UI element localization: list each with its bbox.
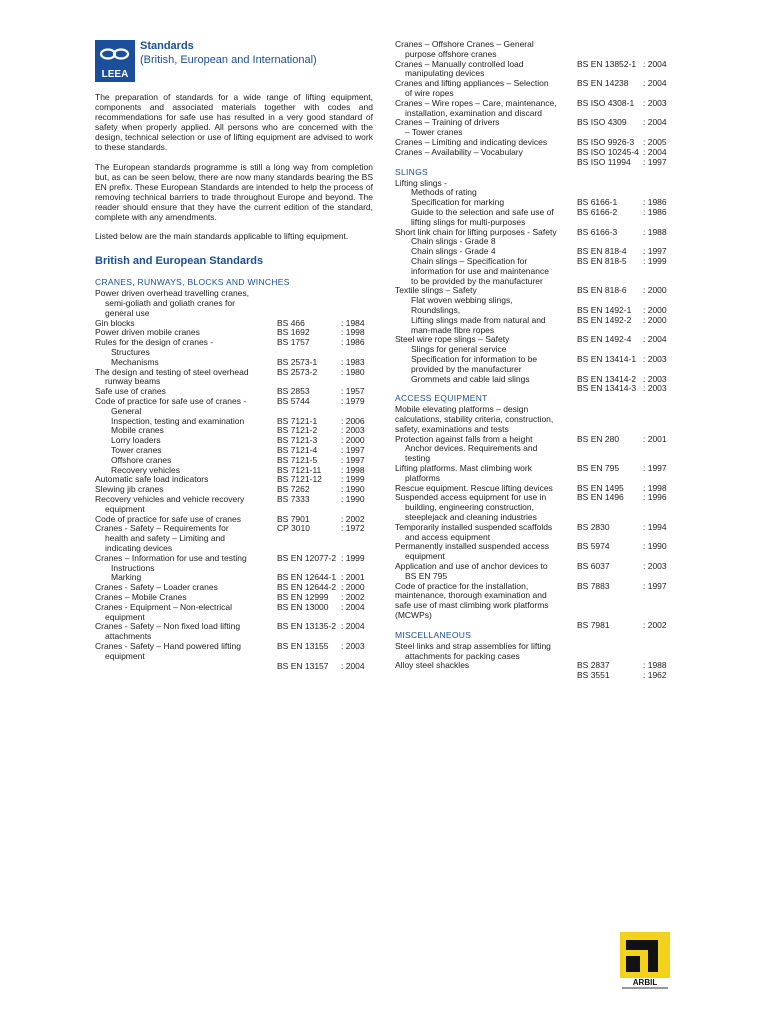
standard-year: : 2003 <box>643 561 667 572</box>
standard-title: Permanently installed suspended access <box>395 541 550 552</box>
standard-year: : 1988 <box>643 226 667 237</box>
intro-paragraph: The preparation of standards for a wide range of lifting equipment, components and associated materials together with codes and recommendations for safe use has resulted in a very good standard of safety when properly applied. All persons who are concerned with the design, technical selection or use of lifting equipment are advised to work to these standards. <box>95 92 373 153</box>
standard-code: BS 7981 <box>577 619 610 630</box>
standard-title: Chain slings – Specification for <box>411 255 528 266</box>
standard-title: Textile slings – Safety <box>395 285 477 296</box>
standard-code: BS EN 13852-1 <box>577 58 637 69</box>
standard-year: : 1980 <box>341 366 365 377</box>
standard-title: provided by the manufacturer <box>411 363 522 374</box>
standard-row <box>95 650 373 671</box>
standard-title: (MCWPs) <box>395 610 432 621</box>
standard-title: maintenance, thorough examination and <box>395 590 547 601</box>
standard-code: BS 7883 <box>577 580 610 591</box>
standard-title: – Tower cranes <box>405 127 463 138</box>
standard-title: Instructions <box>111 562 155 573</box>
standard-title: semi-goliath and goliath cranes for <box>105 298 235 309</box>
standard-code: BS 466 <box>277 317 305 328</box>
standard-row <box>395 444 677 454</box>
standard-title: Mobile elevating platforms – design <box>395 404 529 415</box>
standard-year: : 1999 <box>643 255 667 266</box>
standard-title: The design and testing of steel overhead <box>95 366 249 377</box>
standard-title: Structures <box>111 347 150 357</box>
standard-year: : 1998 <box>341 464 365 475</box>
standard-year: : 1986 <box>643 206 667 217</box>
standard-code: BS EN 13414-3 <box>577 383 637 394</box>
standard-title: steeplejack and cleaning industries <box>405 512 537 523</box>
standard-code: BS ISO 4308-1 <box>577 97 635 108</box>
standards-section <box>395 629 677 681</box>
standard-title: Lifting slings - <box>395 177 447 188</box>
standard-year: : 2004 <box>341 621 365 632</box>
standard-title: Automatic safe load indicators <box>95 474 209 485</box>
standard-year: : 1998 <box>341 327 365 338</box>
standard-year: : 1997 <box>643 246 667 257</box>
standard-code: BS ISO 4309 <box>577 117 627 128</box>
standard-year: : 1990 <box>341 484 365 495</box>
standard-title: safe use of mast climbing work platforms <box>395 600 549 611</box>
standard-title: Code of practice for the installation, <box>395 580 529 591</box>
standard-year: : 2002 <box>341 513 365 524</box>
standard-title: Cranes - Safety – Loader cranes <box>95 582 218 593</box>
standard-year: : 2003 <box>643 353 667 364</box>
standard-year: : 2001 <box>643 433 667 444</box>
standard-title: information for use and maintenance <box>411 265 549 276</box>
standard-title: installation, examination and discard <box>405 107 543 118</box>
arbil-logo <box>620 932 670 990</box>
standard-year: : 2001 <box>341 572 365 583</box>
standard-code: BS EN 1492-1 <box>577 304 632 315</box>
standard-title: Recovery vehicles <box>111 464 180 475</box>
standard-title: testing <box>405 453 431 464</box>
standard-title: Methods of rating <box>411 187 477 198</box>
standard-year: : 1997 <box>341 454 365 465</box>
standard-row <box>395 660 677 681</box>
standard-year: : 2004 <box>643 78 667 89</box>
standard-row <box>395 146 677 167</box>
standard-code: BS EN 12999 <box>277 591 329 602</box>
standard-year: : 2003 <box>643 97 667 108</box>
standard-year: : 1957 <box>341 386 365 397</box>
standard-title: general use <box>105 307 150 318</box>
standard-year: : 2002 <box>341 591 365 602</box>
standard-title: Steel links and strap assemblies for lifting <box>395 640 551 651</box>
standard-title: man-made fibre ropes <box>411 324 495 335</box>
standard-title: Chain slings - Grade 4 <box>411 246 496 257</box>
standard-code: BS 7901 <box>277 513 310 524</box>
standard-code: BS EN 14238 <box>577 78 629 89</box>
standard-code: BS EN 12077-2 <box>277 552 337 563</box>
standard-code: BS EN 1492-4 <box>577 334 632 345</box>
standard-title: Roundslings, <box>411 304 461 315</box>
section-heading: MISCELLANEOUS <box>395 629 472 640</box>
standard-code: BS 7121-11 <box>277 464 322 475</box>
standard-year: : 2000 <box>341 435 365 446</box>
standard-title: Anchor devices. Requirements and <box>405 443 538 454</box>
standard-year: : 2003 <box>341 640 365 651</box>
standard-year: : 1988 <box>643 660 667 671</box>
standard-title: runway beams <box>105 376 161 387</box>
standard-title: Tower cranes <box>111 444 162 455</box>
standard-year: : 1998 <box>643 482 667 493</box>
standard-title: Lifting slings made from natural and <box>411 314 546 325</box>
standard-code: BS EN 13000 <box>277 601 329 612</box>
standard-title: Gin blocks <box>95 317 135 328</box>
standard-year: : 2004 <box>643 58 667 69</box>
standard-year: : 2005 <box>643 136 667 147</box>
standard-title: Cranes – Wire ropes – Care, maintenance, <box>395 97 557 108</box>
standard-code: BS 7333 <box>277 493 310 504</box>
standard-year: : 1972 <box>341 523 365 534</box>
standard-title: attachments for packing cases <box>405 650 520 661</box>
standard-code: BS EN 13414-2 <box>577 373 637 384</box>
standard-title: Cranes – Mobile Cranes <box>95 591 187 602</box>
standard-year: : 2003 <box>341 425 365 436</box>
standard-title: Marking <box>111 572 142 583</box>
standard-title: Power driven overhead travelling cranes, <box>95 288 250 299</box>
standard-row <box>395 610 677 630</box>
standard-code: BS EN 13135-2 <box>277 621 337 632</box>
standard-title: health and safety – Limiting and <box>105 533 226 544</box>
standard-title: Recovery vehicles and vehicle recovery <box>95 493 245 504</box>
standard-year: : 2004 <box>341 601 365 612</box>
standard-code: BS 1757 <box>277 337 310 348</box>
standard-title: Cranes – Availability – Vocabulary <box>395 146 523 157</box>
standard-year: : 1990 <box>341 493 365 504</box>
standard-code: BS 6166-3 <box>577 226 618 237</box>
standards-section <box>395 39 677 167</box>
standard-title: safety, examinations and tests <box>395 423 509 434</box>
standard-code: BS EN 818-5 <box>577 255 627 266</box>
standard-title: calculations, stability criteria, construction, <box>395 414 554 425</box>
standard-title: Specification for information to be <box>411 353 538 364</box>
standard-year: : 1986 <box>341 337 365 348</box>
standard-year: : 2000 <box>643 285 667 296</box>
standard-title: Cranes – Limiting and indicating devices <box>395 136 548 147</box>
right-column <box>395 39 677 681</box>
standard-title: Protection against falls from a height <box>395 433 533 444</box>
leea-logo <box>95 40 135 82</box>
arbil-logo-text: ARBIL <box>632 978 658 987</box>
standard-code: BS 1692 <box>277 327 310 338</box>
standard-year: : 1990 <box>643 541 667 552</box>
standard-code: BS 2830 <box>577 521 610 532</box>
standard-title: Application and use of anchor devices to <box>395 561 548 572</box>
standard-code: BS ISO 9926-3 <box>577 136 635 147</box>
standard-title: and access equipment <box>405 531 491 542</box>
standard-title: Power driven mobile cranes <box>95 327 200 338</box>
standard-title: Cranes – Training of drivers <box>395 117 500 128</box>
standard-year: : 1984 <box>341 317 365 328</box>
standard-year: : 2003 <box>643 373 667 384</box>
standard-code: BS EN 280 <box>577 433 620 444</box>
standard-code: BS ISO 10245-4 <box>577 146 639 157</box>
standard-title: Cranes – Information for use and testing <box>95 552 247 563</box>
standard-title: Lorry loaders <box>111 435 161 446</box>
standard-year: : 1997 <box>341 444 365 455</box>
standard-title: Cranes - Equipment – Non-electrical <box>95 601 233 612</box>
standard-code: BS 6037 <box>577 561 610 572</box>
standard-title: Mechanisms <box>111 356 159 367</box>
standard-code: BS 5744 <box>277 395 310 406</box>
section-heading: ACCESS EQUIPMENT <box>395 393 488 404</box>
standard-title: Temporarily installed suspended scaffolds <box>395 521 553 532</box>
standard-code: BS EN 13155 <box>277 640 329 651</box>
intro-paragraph: Listed below are the main standards applicable to lifting equipment. <box>95 231 349 242</box>
standard-code: BS 7121-4 <box>277 444 318 455</box>
page-title: Standards <box>140 40 194 52</box>
standard-title: Mobile cranes <box>111 425 164 436</box>
standard-row <box>395 373 677 394</box>
standard-title: Rescue equipment. Rescue lifting devices <box>395 482 553 493</box>
standard-title: Slings for general service <box>411 344 507 355</box>
standard-code: BS 7121-1 <box>277 415 318 426</box>
left-standards-list <box>95 277 373 671</box>
standard-title: equipment <box>405 551 445 562</box>
standard-code: BS EN 13414-1 <box>577 353 637 364</box>
standard-title: Cranes - Safety – Non fixed load lifting <box>95 621 241 632</box>
chain-icon <box>99 46 131 62</box>
standard-year: : 2004 <box>643 117 667 128</box>
standard-title: Chain slings - Grade 8 <box>411 236 496 247</box>
standard-title: Cranes - Safety – Hand powered lifting <box>95 640 241 651</box>
standard-year: : 1997 <box>643 580 667 591</box>
main-heading: British and European Standards <box>95 255 264 268</box>
left-column <box>95 40 373 671</box>
standard-code: BS EN 1492-2 <box>577 314 632 325</box>
standard-title: Inspection, testing and examination <box>111 415 245 426</box>
standard-title: Guide to the selection and safe use of <box>411 206 554 217</box>
standard-code: BS EN 13157 <box>277 660 329 671</box>
standard-title: Specification for marking <box>411 197 505 208</box>
standard-year: : 1999 <box>341 552 365 563</box>
standard-year: : 1979 <box>341 395 365 406</box>
standard-title: Rules for the design of cranes - <box>95 337 214 348</box>
standard-title: Steel wire rope slings – Safety <box>395 334 510 345</box>
standard-code: BS 7121-5 <box>277 454 318 465</box>
intro-paragraph: The European standards programme is still a long way from completion but, as can be seen below, there are now many standards bearing the BS EN prefix. These European Standards are intended to help the process of removing technical barriers to trade throughout Europe and beyond. The reader should ensure that they have the current edition of the standard, complete with any amendments. <box>95 161 373 223</box>
page-subtitle: (British, European and International) <box>140 54 317 66</box>
standard-title: to be provided by the manufacturer <box>411 275 543 286</box>
page-header <box>95 40 373 92</box>
standard-title: attachments <box>105 631 152 642</box>
standard-title: platforms <box>405 472 440 483</box>
standard-code: BS 7121-3 <box>277 435 318 446</box>
standard-year: : 2000 <box>643 304 667 315</box>
standard-code: BS 2573-2 <box>277 366 318 377</box>
standard-code: BS 3551 <box>577 670 610 681</box>
standard-year: : 1997 <box>643 463 667 474</box>
logo-text: LEEA <box>95 68 135 82</box>
standard-year: : 2004 <box>341 660 365 671</box>
standard-code: BS EN 795 <box>577 463 620 474</box>
standard-year: : 2002 <box>643 619 667 630</box>
standards-section <box>395 393 677 630</box>
standard-title: Cranes and lifting appliances – Selection <box>395 78 549 89</box>
standard-code: BS 5974 <box>577 541 610 552</box>
standard-title: equipment <box>105 650 145 661</box>
standard-code: BS 7121-12 <box>277 474 322 485</box>
standard-code: BS EN 12644-1 <box>277 572 337 583</box>
standard-year: : 1996 <box>643 492 667 503</box>
standard-title: of wire ropes <box>405 87 454 98</box>
standard-title: lifting slings for multi-purposes <box>411 216 526 227</box>
standard-year: : 2006 <box>341 415 365 426</box>
standard-title: Short link chain for lifting purposes - Safety <box>395 226 557 237</box>
standard-year: : 1983 <box>341 356 365 367</box>
standard-code: BS 2573-1 <box>277 356 318 367</box>
standard-code: BS 6166-2 <box>577 206 618 217</box>
standard-code: BS EN 818-6 <box>577 285 627 296</box>
section-heading: SLINGS <box>395 166 428 177</box>
standard-code: CP 3010 <box>277 523 310 534</box>
standard-title: BS EN 795 <box>405 570 448 581</box>
standard-title: equipment <box>105 503 145 514</box>
standard-code: BS 7262 <box>277 484 310 495</box>
standard-code: BS 7121-2 <box>277 425 318 436</box>
standard-title: Grommets and cable laid slings <box>411 373 530 384</box>
standard-title: Cranes – Manually controlled load <box>395 58 524 69</box>
standard-year: : 1986 <box>643 197 667 208</box>
standard-code: BS EN 1496 <box>577 492 624 503</box>
standard-title: Slewing jib cranes <box>95 484 164 495</box>
standard-title: Code of practice for safe use of cranes <box>95 513 241 524</box>
standard-row <box>395 601 677 611</box>
standard-title: equipment <box>105 611 145 622</box>
standard-code: BS ISO 11994 <box>577 156 631 167</box>
standard-title: Lifting platforms. Mast climbing work <box>395 463 532 474</box>
standard-title: General <box>111 405 142 416</box>
standard-title: Cranes – Offshore Cranes – General <box>395 39 534 49</box>
standard-code: BS 6166-1 <box>577 197 618 208</box>
standard-code: BS 2853 <box>277 386 310 397</box>
standard-year: : 1997 <box>643 156 667 167</box>
standard-title: Offshore cranes <box>111 454 172 465</box>
standard-title: Code of practice for safe use of cranes - <box>95 395 247 406</box>
standard-year: : 1962 <box>643 670 667 681</box>
right-standards-list <box>395 39 677 681</box>
standard-title: Suspended access equipment for use in <box>395 492 547 503</box>
standard-year: : 2004 <box>643 146 667 157</box>
standard-title: Flat woven webbing slings, <box>411 295 513 306</box>
standard-title: indicating devices <box>105 542 173 553</box>
standard-code: BS EN 818-4 <box>577 246 627 257</box>
standards-section <box>95 277 373 671</box>
standard-code: BS 2837 <box>577 660 610 671</box>
standard-title: purpose offshore cranes <box>405 48 497 59</box>
standard-year: : 2004 <box>643 334 667 345</box>
standards-section <box>395 166 677 394</box>
standard-year: : 2000 <box>643 314 667 325</box>
standard-year: : 2000 <box>341 582 365 593</box>
section-heading: CRANES, RUNWAYS, BLOCKS AND WINCHES <box>95 277 290 288</box>
standard-title: manipulating devices <box>405 68 485 79</box>
standard-title: Safe use of cranes <box>95 386 166 397</box>
standard-year: : 2003 <box>643 383 667 394</box>
standard-title: Cranes - Safety – Requirements for <box>95 523 229 534</box>
standard-title: Alloy steel shackles <box>395 660 470 671</box>
standard-code: BS EN 1495 <box>577 482 624 493</box>
standard-code: BS EN 12644-2 <box>277 582 337 593</box>
standard-year: : 1994 <box>643 521 667 532</box>
standard-title: building, engineering construction, <box>405 502 535 513</box>
standard-year: : 1999 <box>341 474 365 485</box>
